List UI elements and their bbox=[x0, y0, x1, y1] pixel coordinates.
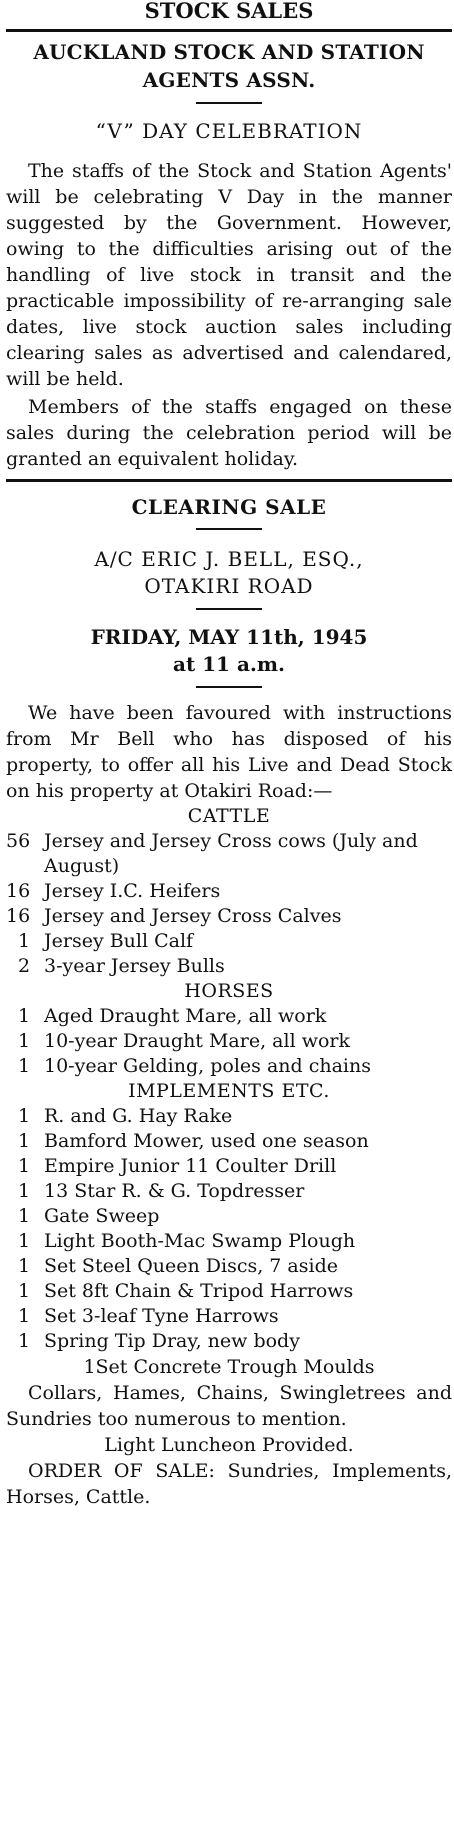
lot-qty: 16 bbox=[6, 905, 31, 927]
lot-item bbox=[6, 1054, 452, 1079]
lot-item bbox=[6, 1129, 452, 1154]
account-line-1: A/C ERIC J. BELL, ESQ., bbox=[94, 547, 364, 571]
event-heading: “V” DAY CELEBRATION bbox=[95, 119, 363, 143]
lot-qty: 1 bbox=[18, 1330, 31, 1352]
lot-qty: 1 bbox=[18, 1030, 31, 1052]
lot-item bbox=[6, 1179, 452, 1204]
lot-item bbox=[6, 1279, 452, 1304]
order-of-sale: ORDER OF SALE: Sundries, Implements, Horses, Cattle. bbox=[6, 1460, 452, 1508]
category-cattle bbox=[6, 804, 452, 979]
lot-qty: 1 bbox=[18, 1130, 31, 1152]
lot-qty: 1 bbox=[18, 1055, 31, 1077]
short-divider bbox=[196, 608, 262, 610]
lot-listing bbox=[6, 804, 452, 1380]
lot-desc: 10-year Draught Mare, all work bbox=[44, 1030, 350, 1052]
lot-item bbox=[6, 1104, 452, 1129]
lot-desc: Light Booth-Mac Swamp Plough bbox=[44, 1230, 356, 1252]
lot-qty: 56 bbox=[6, 830, 31, 852]
lot-qty: 1 bbox=[18, 930, 31, 952]
lot-desc: Jersey and Jersey Cross cows (July and August) bbox=[44, 830, 418, 877]
lot-qty: 1 bbox=[18, 1180, 31, 1202]
lot-qty: 2 bbox=[18, 955, 31, 977]
lot-item bbox=[6, 829, 452, 879]
lot-desc: Set Steel Queen Discs, 7 aside bbox=[44, 1255, 338, 1277]
lot-item bbox=[6, 1229, 452, 1254]
sundries-note: Collars, Hames, Chains, Swingletrees and Sundries too numerous to mention. bbox=[6, 1382, 452, 1430]
lot-desc: Spring Tip Dray, new body bbox=[44, 1330, 300, 1352]
lot-qty: 1 bbox=[18, 1230, 31, 1252]
sale-heading: CLEARING SALE bbox=[131, 495, 327, 519]
notice-paragraph-2: Members of the staffs engaged on these sales during the celebration period will be granted an equivalent holiday. bbox=[6, 396, 452, 470]
short-divider bbox=[196, 102, 262, 104]
sale-time: at 11 a.m. bbox=[172, 652, 285, 676]
sale-date: FRIDAY, MAY 11th, 1945 bbox=[90, 625, 368, 649]
lot-qty: 1 bbox=[18, 1005, 31, 1027]
column-title: STOCK SALES bbox=[144, 0, 314, 23]
lot-qty: 1 bbox=[18, 1255, 31, 1277]
lot-item bbox=[6, 879, 452, 904]
lot-desc: 3-year Jersey Bulls bbox=[44, 955, 225, 977]
lot-qty: 1 bbox=[18, 1205, 31, 1227]
lot-item bbox=[6, 904, 452, 929]
lot-desc: Set 8ft Chain & Tripod Harrows bbox=[44, 1280, 354, 1302]
lot-item bbox=[6, 1204, 452, 1229]
category-heading: IMPLEMENTS ETC. bbox=[128, 1080, 330, 1102]
lot-item bbox=[6, 1154, 452, 1179]
lot-item bbox=[6, 929, 452, 954]
lot-item bbox=[6, 1004, 452, 1029]
short-divider bbox=[196, 686, 262, 688]
category-horses bbox=[6, 979, 452, 1079]
lot-desc: Jersey Bull Calf bbox=[44, 930, 194, 952]
lot-qty: 16 bbox=[6, 880, 31, 902]
section-rule bbox=[6, 479, 452, 482]
lot-desc: R. and G. Hay Rake bbox=[44, 1105, 233, 1127]
lot-desc: 10-year Gelding, poles and chains bbox=[44, 1055, 371, 1077]
lot-desc: Empire Junior 11 Coulter Drill bbox=[44, 1155, 337, 1177]
lot-qty: 1 bbox=[18, 1305, 31, 1327]
lot-item bbox=[6, 1304, 452, 1329]
lot-desc: Gate Sweep bbox=[44, 1205, 160, 1227]
category-heading: CATTLE bbox=[187, 805, 271, 827]
lot-item bbox=[6, 1254, 452, 1279]
lot-item bbox=[6, 1029, 452, 1054]
lot-qty: 1 bbox=[18, 1105, 31, 1127]
lot-desc: Bamford Mower, used one season bbox=[44, 1130, 369, 1152]
sale-intro: We have been favoured with instructions from Mr Bell who has disposed of his property, to offer all his Live and Dead Stock on his property at Otakiri Road:— bbox=[6, 702, 452, 802]
association-heading: AUCKLAND STOCK AND STATION AGENTS ASSN. bbox=[33, 40, 425, 92]
lot-desc: Set 3-leaf Tyne Harrows bbox=[44, 1305, 279, 1327]
lot-desc: Jersey and Jersey Cross Calves bbox=[44, 905, 342, 927]
lot-item bbox=[6, 954, 452, 979]
lot-desc: Aged Draught Mare, all work bbox=[44, 1005, 327, 1027]
category-heading: HORSES bbox=[184, 980, 274, 1002]
lot-item bbox=[6, 1329, 452, 1354]
last-lot: 1Set Concrete Trough Moulds bbox=[83, 1356, 375, 1378]
notice-paragraph-1: The staffs of the Stock and Station Agents' will be celebrating V Day in the manner suggested by the Government. However, owing to the difficulties arising out of the handling of live stock in transit and the practicable impossibility of re-arranging sale dates, live stock auction sales including clearing sales as advertised and calendared, will be held. bbox=[6, 160, 452, 390]
lot-qty: 1 bbox=[18, 1155, 31, 1177]
short-divider bbox=[196, 528, 262, 530]
account-line-2: OTAKIRI ROAD bbox=[144, 574, 314, 598]
lot-qty: 1 bbox=[18, 1280, 31, 1302]
category-implements bbox=[6, 1079, 452, 1380]
title-rule bbox=[6, 29, 452, 32]
lot-desc: 13 Star R. & G. Topdresser bbox=[44, 1180, 305, 1202]
luncheon-note: Light Luncheon Provided. bbox=[104, 1434, 354, 1456]
lot-desc: Jersey I.C. Heifers bbox=[44, 880, 221, 902]
